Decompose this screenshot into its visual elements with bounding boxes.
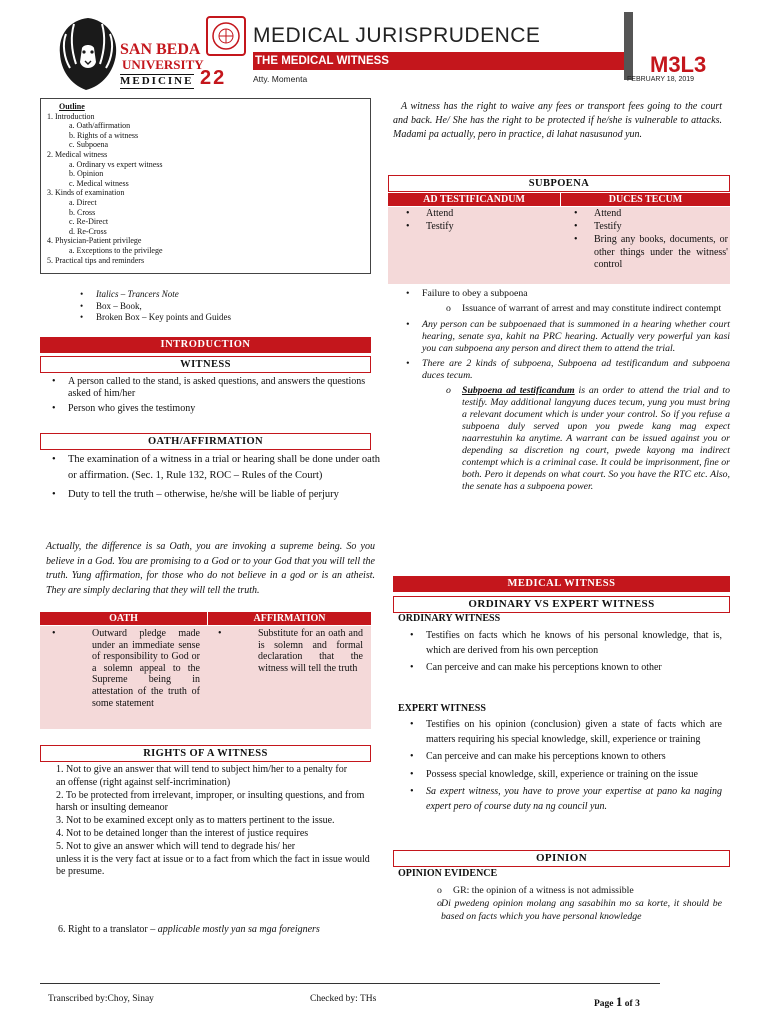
subpoena-ad-list: [394, 208, 560, 234]
course-title: MEDICAL JURISPRUDENCE: [253, 24, 541, 47]
oath-bullet-1: • The examination of a witness in a trial or hearing shall be done under oath or affirmation. (Sec. 1, Rule 132, ROC – Rules of the Court): [40, 452, 380, 484]
right-item: an offense (right against self-incrimination): [56, 776, 231, 788]
subpoena-header-ad: AD TESTIFICANDUM: [388, 193, 560, 206]
subpoena-header-duces: DUCES TECUM: [561, 193, 730, 206]
outline-title: Outline: [59, 102, 85, 111]
oath-heading: OATH/AFFIRMATION: [40, 433, 371, 450]
batch-number: 22: [200, 67, 227, 89]
oath-list: [40, 452, 380, 506]
expert-bullet-3: • Possess special knowledge, skill, experience or training on the issue: [398, 768, 722, 783]
outline-item: b. Opinion: [69, 169, 104, 179]
subpoena-item: • Attend: [394, 208, 560, 220]
subpoena-item: • Testify: [562, 221, 728, 233]
outline-item: c. Re-Direct: [69, 217, 109, 227]
header: [0, 0, 768, 95]
subpoena-item: • Bring any books, documents, or other things under the witness' control: [562, 234, 728, 271]
ordinary-bullet-2: • Can perceive and can make his perceptions known to other: [398, 661, 722, 676]
subpoena-table-body: [388, 207, 730, 284]
right-item: 5. Not to give an answer which will tend to degrade his/ her: [56, 840, 296, 852]
outline-item: b. Rights of a witness: [69, 130, 139, 140]
right-item: unless it is the very fact at issue or to a fact from which the fact in issue would be presume.: [56, 853, 370, 878]
right-item: 1. Not to give an answer that will tend to subject him/her to a penalty for: [56, 764, 348, 775]
opinion-sub-1: o GR: the opinion of a witness is not admissible: [385, 884, 722, 897]
lecture-code: M3L3: [650, 52, 707, 77]
outline-item: b. Cross: [69, 207, 96, 217]
university-line3: MEDICINE: [120, 75, 194, 87]
outline-item: 4. Physician-Patient privilege: [47, 236, 142, 246]
university-seal-icon: [206, 16, 246, 56]
witness-bullet-1: • A person called to the stand, is asked questions, and answers the questions asked of him/her: [40, 376, 380, 400]
opinion-heading: OPINION: [393, 850, 730, 867]
checked-by: Checked by: THs: [310, 994, 377, 1004]
right-item: 2. To be protected from irrelevant, improper, or insulting questions, and from harsh or insulting demeanor: [56, 789, 365, 814]
oath-table-cell-2: • Substitute for an oath and is solemn and formal declaration that the witness will tell the truth: [206, 628, 371, 674]
rights-list: [56, 764, 376, 879]
right-6: [58, 924, 378, 935]
page-number: [594, 994, 640, 1010]
expert-bullet-1: • Testifies on his opinion (conclusion) given a state of facts which are matters requiring his special knowledge, skill, experience or training: [398, 718, 722, 747]
oath-table-cell-1: • Outward pledge made under an immediate sense of responsibility to God or a solemn appeal to the Supreme being in attestation of the truth of some statement: [40, 628, 204, 709]
two-kinds-note: • There are 2 kinds of subpoena, Subpoena ad testificandum and subpoena duces tecum.: [394, 358, 730, 382]
ad-testificandum-text: is an order to attend the trial and to testify. May additional langyung duces tecum, yung you must bring a relevant document which is under your control. So if you refuse a subpoena duly served upon you pwede kang mag expect naarrestuhin ka anytime. A warrant can be issued against you or depending sa discretion ng court, pwede kayong ma indirect contempt which is a criminal case. It could be imprisonment, fine or both. Pero it depends on what court. So you have the RTC etc. Also, the senate has a subpoena power.: [462, 385, 730, 492]
university-name: [120, 42, 204, 89]
oath-table-cell-2-wrap: [206, 628, 371, 677]
oath-table-body: [40, 626, 371, 729]
expert-list: [398, 718, 722, 817]
witness-heading: WITNESS: [40, 356, 371, 373]
oath-note: Actually, the difference is sa Oath, you are invoking a supreme being. So you believe in a God. You are promising to a God or to your God that you will tell the truth. Yung affirmation, for those who do not believe in a god or is an atheist. They are simply declaring that they will tell the truth.: [46, 541, 375, 596]
outline-item: 2. Medical witness: [47, 149, 108, 159]
oath-table-cell-1-wrap: [40, 628, 204, 712]
witness-list: [40, 376, 380, 419]
page-of: of: [622, 999, 636, 1009]
subpoena-duces-list: [562, 208, 728, 272]
witness-bullet-2: • Person who gives the testimony: [40, 403, 380, 415]
page-word: Page: [594, 999, 616, 1009]
page-total: 3: [635, 999, 640, 1009]
outline-item: a. Exceptions to the privilege: [69, 245, 163, 255]
subpoena-item: • Testify: [394, 221, 560, 233]
legend-italics: • Italics – Trancers Note: [96, 289, 231, 301]
opinion-list: [385, 884, 722, 923]
outline-box: [40, 98, 371, 274]
right-item: 3. Not to be examined except only as to matters pertinent to the issue.: [56, 815, 335, 827]
failure-bullet: • Failure to obey a subpoena: [394, 288, 730, 300]
ordinary-list: [398, 629, 722, 679]
outline-item: c. Medical witness: [69, 178, 129, 188]
transcribed-by: Transcribed by:Choy, Sinay: [48, 994, 154, 1004]
subpoena-item: • Attend: [562, 208, 728, 220]
oath-table-header-oath: OATH: [40, 612, 207, 625]
right-item: 4. Not to be detained longer than the interest of justice requires: [56, 827, 309, 839]
outline-item: d. Re-Cross: [69, 226, 107, 236]
page-current: 1: [615, 994, 623, 1009]
ordinary-vs-expert-heading: ORDINARY VS EXPERT WITNESS: [393, 596, 730, 613]
introduction-heading: INTRODUCTION: [40, 337, 371, 353]
outline-item: 5. Practical tips and reminders: [47, 255, 145, 265]
ad-testificandum-note: [394, 385, 730, 493]
failure-sub: o Issuance of warrant of arrest and may constitute indirect contempt: [394, 303, 730, 315]
right-6-text: 6. Right to a translator –: [58, 924, 158, 935]
footer-divider: [40, 983, 660, 984]
legend-box: • Box – Book,: [96, 301, 231, 313]
ordinary-label: ORDINARY WITNESS: [398, 613, 501, 624]
lecturer: Atty. Momenta: [253, 74, 308, 84]
outline-item: a. Oath/affirmation: [69, 121, 131, 131]
legend: [68, 289, 231, 324]
lecture-date: FEBRUARY 18, 2019: [627, 76, 695, 83]
topic-banner: THE MEDICAL WITNESS: [253, 52, 625, 70]
outline-item: a. Direct: [69, 197, 97, 207]
oath-table-header-affirmation: AFFIRMATION: [208, 612, 371, 625]
legend-broken-box: • Broken Box – Key points and Guides: [96, 312, 231, 324]
waive-note: A witness has the right to waive any fees or transport fees going to the court and back. He/ She has the right to be protected if he/she is vulnerable to attacks. Madami pa actually, pero in practice, di lahat nasusunod yun.: [393, 101, 722, 140]
rights-heading: RIGHTS OF A WITNESS: [40, 745, 371, 762]
any-person-note: • Any person can be subpoenaed that is summoned in a hearing whether court hearing, senate sya, kahit na PRC hearing. Actually very powerful yan kasi you can subpoena any person and direct them to attend the trial.: [394, 319, 730, 355]
ad-testificandum-term: Subpoena ad testificandum: [462, 385, 575, 396]
oath-bullet-2: • Duty to tell the truth – otherwise, he/she will be liable of perjury: [40, 487, 380, 503]
subpoena-heading: SUBPOENA: [388, 175, 730, 192]
opinion-sub-2: o Di pwedeng opinion molang ang sasabihin mo sa korte, it should be based on facts which you have personal knowledge: [385, 897, 722, 923]
outline-item: a. Ordinary vs expert witness: [69, 159, 163, 169]
opinion-evidence-label: OPINION EVIDENCE: [398, 868, 498, 879]
university-line1: SAN BEDA: [120, 41, 201, 58]
medical-witness-heading: MEDICAL WITNESS: [393, 576, 730, 592]
outline-item: 1. Introduction: [47, 111, 95, 121]
subpoena-list: [394, 288, 730, 493]
outline-list: [47, 112, 364, 266]
expert-label: EXPERT WITNESS: [398, 703, 486, 714]
outline-item: c. Subpoena: [69, 140, 109, 150]
ordinary-bullet-1: • Testifies on facts which he knows of his personal knowledge, that is, which are derived from his own perception: [398, 629, 722, 658]
lion-logo-icon: [52, 14, 124, 94]
expert-bullet-2: • Can perceive and can make his perceptions known to others: [398, 750, 722, 765]
expert-bullet-4: • Sa expert witness, you have to prove your expertise at pano ka naging expert pero of course duty na ng council yun.: [398, 785, 722, 814]
right-6-note: applicable mostly yan sa mga foreigners: [157, 924, 320, 935]
header-divider: [624, 12, 633, 80]
outline-item: 3. Kinds of examination: [47, 188, 125, 198]
university-line2: UNIVERSITY: [122, 57, 204, 72]
